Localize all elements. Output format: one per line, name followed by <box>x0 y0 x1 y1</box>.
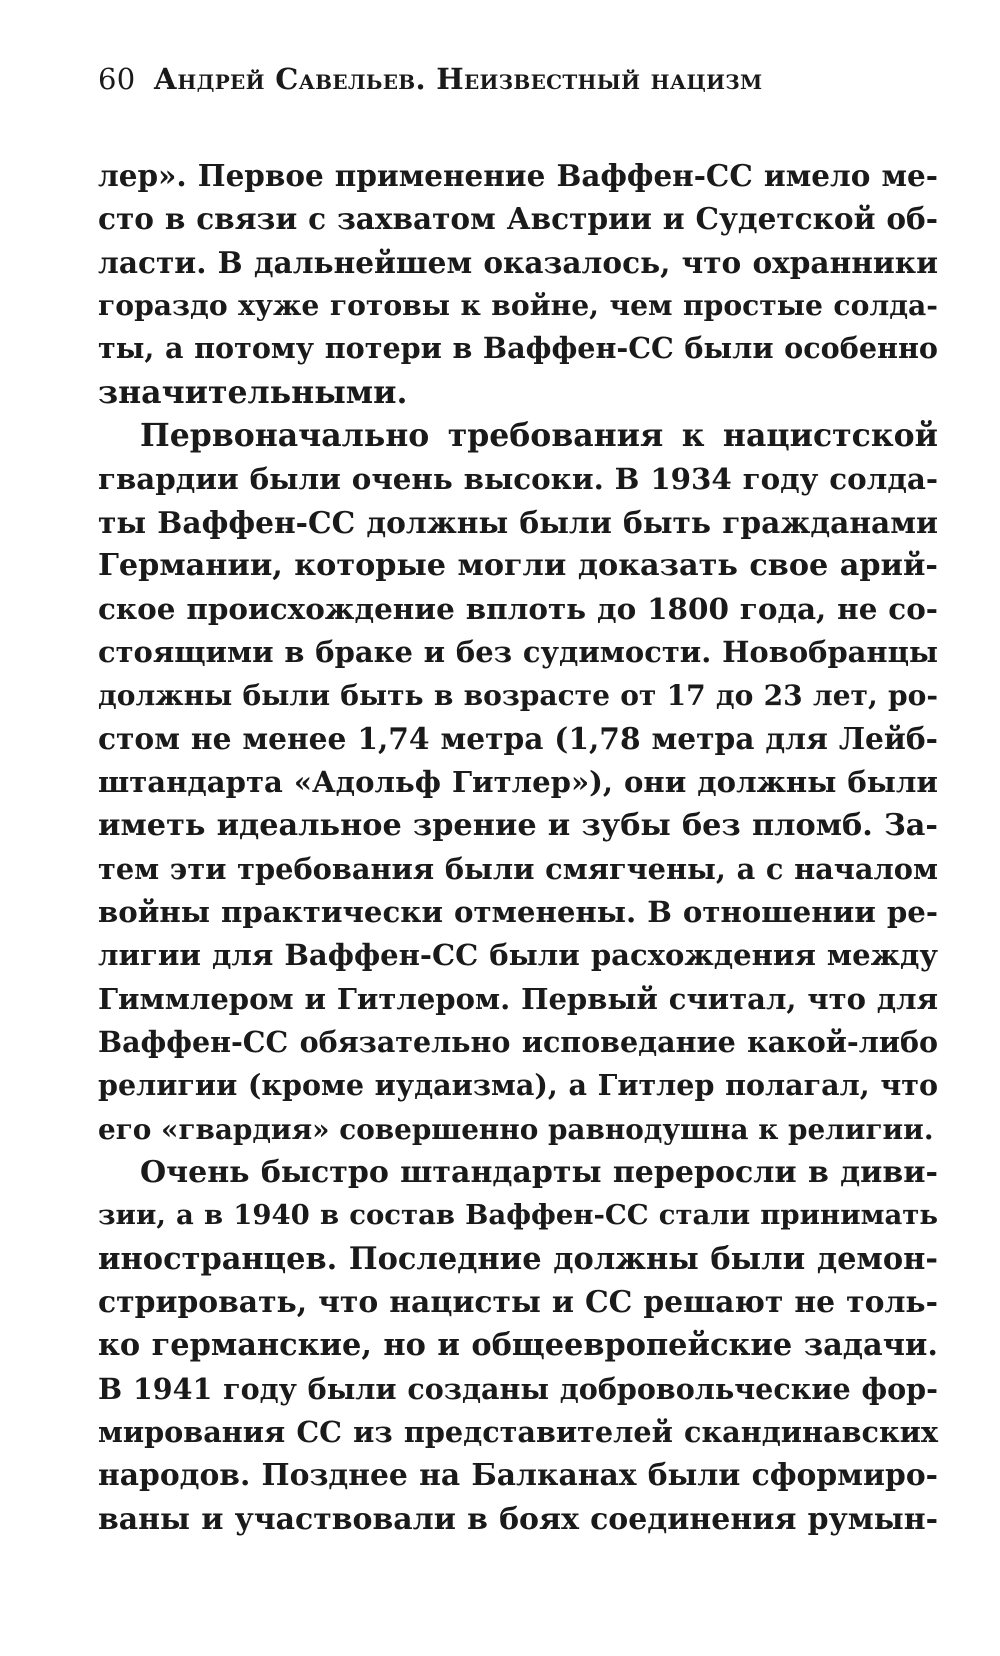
text-line: значительными. <box>98 373 408 411</box>
text-line: войны практически отменены. В отношении ре- <box>98 894 938 929</box>
text-line: стоящими в браке и без судимости. Новобранцы <box>98 634 938 669</box>
text-line: ты Ваффен-СС должны были быть гражданами <box>98 504 938 540</box>
text-line: народов. Позднее на Балканах были сформиро- <box>98 1458 938 1494</box>
running-head <box>98 62 762 96</box>
text-line: должны были быть в возрасте от 17 до 23 лет, ро- <box>98 679 938 713</box>
text-line: лигии для Ваффен-СС были расхождения между <box>98 938 938 973</box>
body-text <box>98 154 938 1541</box>
text-line: ваны и участвовали в боях соединения румын- <box>98 1501 938 1537</box>
text-line: ко германские, но и общеевропейские задачи. <box>98 1327 938 1364</box>
text-line: ское происхождение вплоть до 1800 года, не со- <box>98 591 938 627</box>
text-line: Первоначально требования к нацистской <box>140 417 938 455</box>
page-number: 60 <box>98 62 136 96</box>
text-line: Германии, которые могли доказать свое арий- <box>98 548 938 584</box>
text-line: гораздо хуже готовы к войне, чем простые солда- <box>98 289 938 323</box>
text-line: иностранцев. Последние должны были демон- <box>98 1240 938 1277</box>
text-line: сто в связи с захватом Австрии и Судетской об- <box>98 201 938 237</box>
text-line: Очень быстро штандарты переросли в диви- <box>140 1154 938 1190</box>
text-line: иметь идеальное зрение и зубы без пломб. За- <box>98 808 938 844</box>
text-line: Гиммлером и Гитлером. Первый считал, что для <box>98 981 938 1016</box>
running-title: Андрей Савельев. Неизвестный нацизм <box>153 62 763 96</box>
text-line: зии, а в 1940 в состав Ваффен-СС стали принимать <box>98 1199 938 1232</box>
text-line: ты, а потому потери в Ваффен-СС были особенно <box>98 331 938 366</box>
text-line: религии (кроме иудаизма), а Гитлер полагал, что <box>98 1068 938 1103</box>
text-line: стом не менее 1,74 метра (1,78 метра для Лейб- <box>98 721 938 757</box>
text-line: стрировать, что нацисты и СС решают не толь- <box>98 1284 938 1320</box>
text-line: гвардии были очень высоки. В 1934 году солда- <box>98 461 938 497</box>
text-line: лер». Первое применение Ваффен-СС имело ме- <box>98 158 938 193</box>
text-line: его «гвардия» совершенно равнодушна к религии. <box>98 1112 934 1146</box>
text-line: В 1941 году были созданы добровольческие фор- <box>98 1371 938 1406</box>
text-line: мирования СС из представителей скандинавских <box>98 1414 938 1449</box>
text-line: Ваффен-СС обязательно исповедание какой-либо <box>98 1024 938 1059</box>
text-line: штандарта «Адольф Гитлер»), они должны были <box>98 764 938 799</box>
text-line: тем эти требования были смягчены, а с началом <box>98 851 938 886</box>
text-line: ласти. В дальнейшем оказалось, что охранники <box>98 244 938 280</box>
